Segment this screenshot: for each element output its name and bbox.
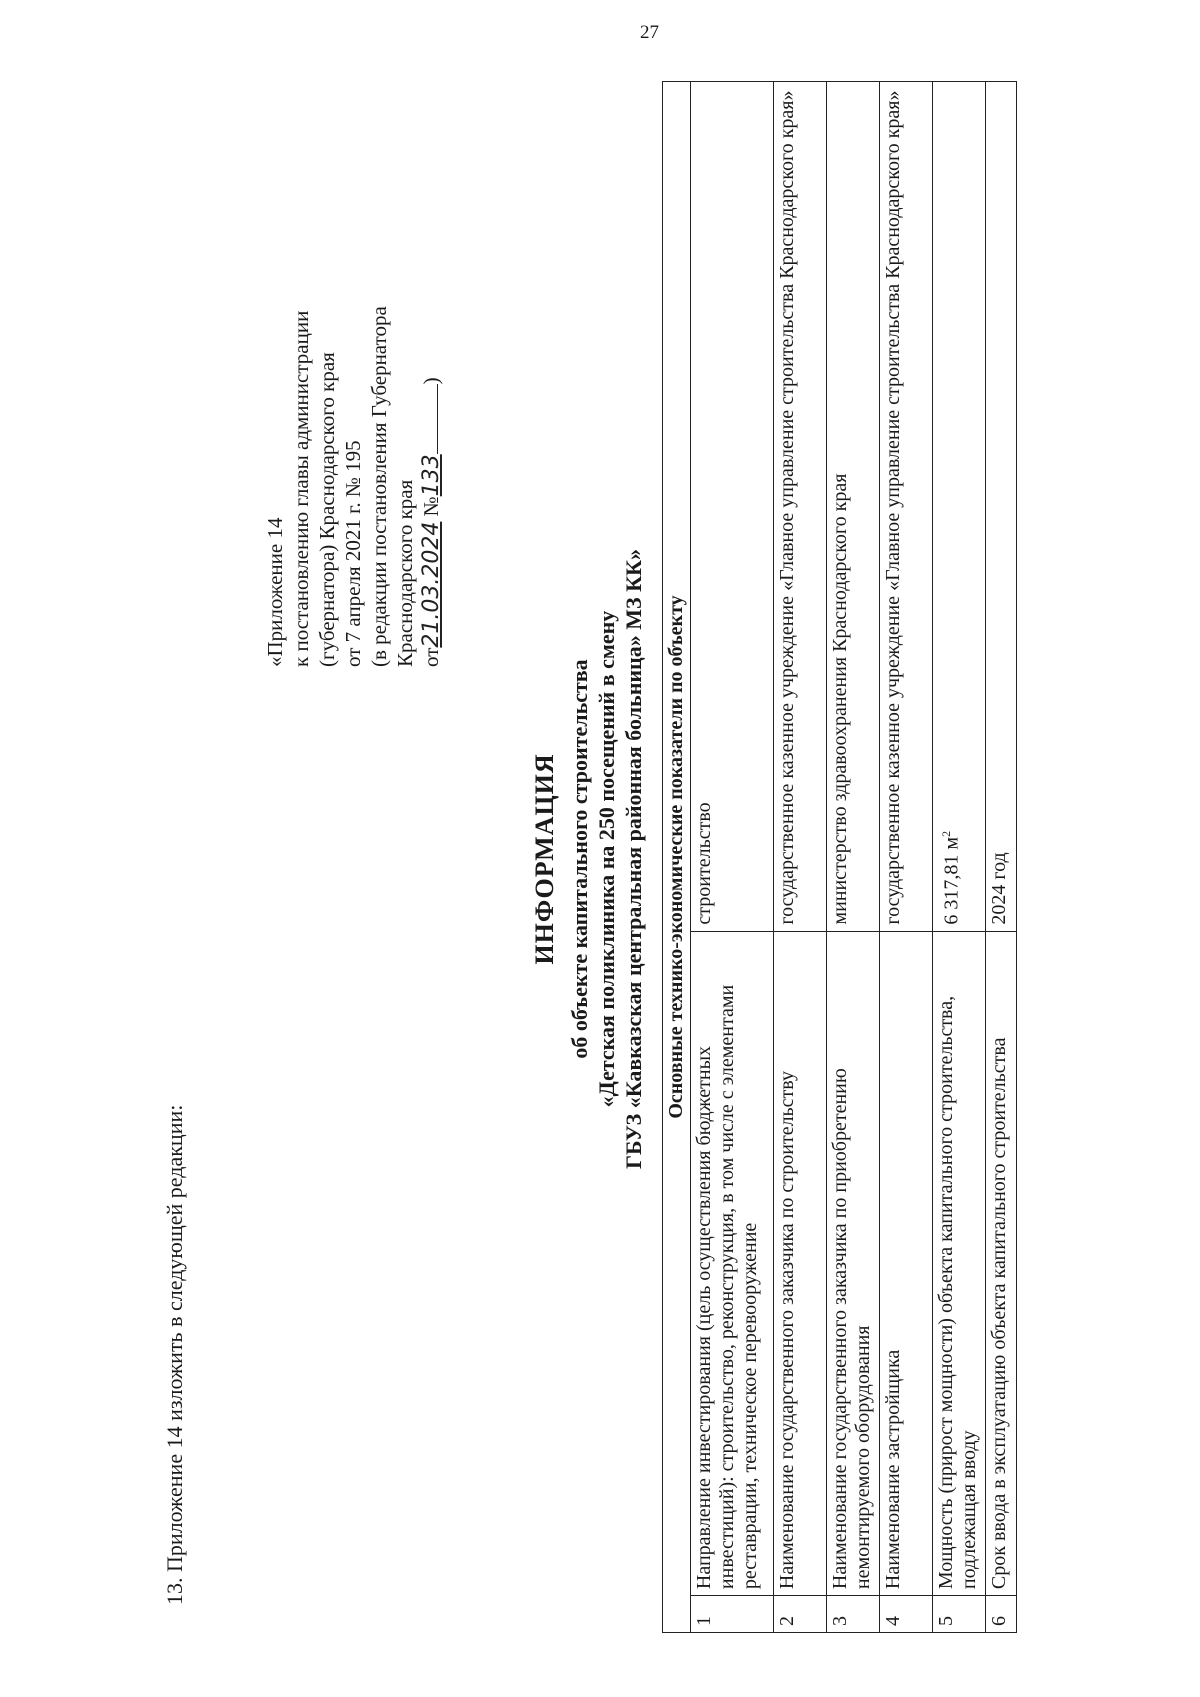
document-title xyxy=(530,55,647,1663)
indicators-table xyxy=(662,81,1017,1633)
table-row xyxy=(774,82,827,1633)
appendix-line: от 7 апреля 2021 г. № 195 xyxy=(341,440,365,667)
row-number: 2 xyxy=(774,1596,827,1633)
title-line: об объекте капитального строительства xyxy=(567,659,592,1059)
row-number: 6 xyxy=(986,1596,1017,1633)
blank-underline xyxy=(437,384,438,454)
value-superscript: 2 xyxy=(939,830,953,837)
appendix-line: «Приложение 14 xyxy=(263,517,287,667)
row-value: государственное казенное учреждение «Главное управление строительства Краснодарского края» xyxy=(774,82,827,932)
row-value: строительство xyxy=(691,82,774,932)
number-label: № xyxy=(419,496,443,517)
row-value: государственное казенное учреждение «Главное управление строительства Краснодарского края» xyxy=(880,82,933,932)
table-row xyxy=(986,82,1017,1633)
row-label: Мощность (прирост мощности) объекта капитального строительства, подлежащая вводу xyxy=(933,931,986,1596)
row-value: министерство здравоохранения Краснодарского края xyxy=(827,82,880,932)
appendix-line: Краснодарского края xyxy=(393,479,417,667)
row-number: 5 xyxy=(933,1596,986,1633)
table-row xyxy=(880,82,933,1633)
title-line: «Детская поликлиника на 250 посещений в смену xyxy=(594,610,619,1108)
row-label: Наименование государственного заказчика по строительству xyxy=(774,931,827,1596)
row-number: 4 xyxy=(880,1596,933,1633)
row-label: Наименование государственного заказчика по приобретению немонтируемого оборудования xyxy=(827,931,880,1596)
appendix-date-line xyxy=(418,87,445,667)
date-suffix: ) xyxy=(419,377,443,385)
handwritten-number: 133 xyxy=(419,454,444,497)
row-number: 3 xyxy=(827,1596,880,1633)
row-number: 1 xyxy=(691,1596,774,1633)
handwritten-date: 21.03.2024 xyxy=(419,521,444,648)
title-main: ИНФОРМАЦИЯ xyxy=(530,753,559,965)
intro-text: 13. Приложение 14 изложить в следующей редакции: xyxy=(162,1104,187,1605)
appendix-line: (в редакции постановления Губернатора xyxy=(367,306,391,667)
row-label: Направление инвестирования (цель осуществления бюджетных инвестиций): строительство, реконструкция, в том числе с элементами реставрации, техническое перевооружение xyxy=(691,931,774,1596)
table-row xyxy=(933,82,986,1633)
value-text: 6 317,81 м xyxy=(940,836,963,925)
date-prefix: от xyxy=(419,647,443,667)
row-label: Срок ввода в эксплуатацию объекта капитального строительства xyxy=(986,931,1017,1596)
table-header: Основные технико-экономические показатели по объекту xyxy=(663,82,691,1633)
table-row xyxy=(691,82,774,1633)
row-value xyxy=(933,82,986,932)
appendix-line: (губернатора) Краснодарского края xyxy=(315,352,339,667)
landscape-content xyxy=(150,55,1200,1663)
page-number: 27 xyxy=(640,22,659,43)
row-label: Наименование застройщика xyxy=(880,931,933,1596)
appendix-header xyxy=(262,87,445,667)
row-value: 2024 год xyxy=(986,82,1017,932)
appendix-line: к постановлению главы администрации xyxy=(289,310,313,667)
table-row xyxy=(827,82,880,1633)
title-line: ГБУЗ «Кавказская центральная районная больница» МЗ КК» xyxy=(621,548,646,1170)
